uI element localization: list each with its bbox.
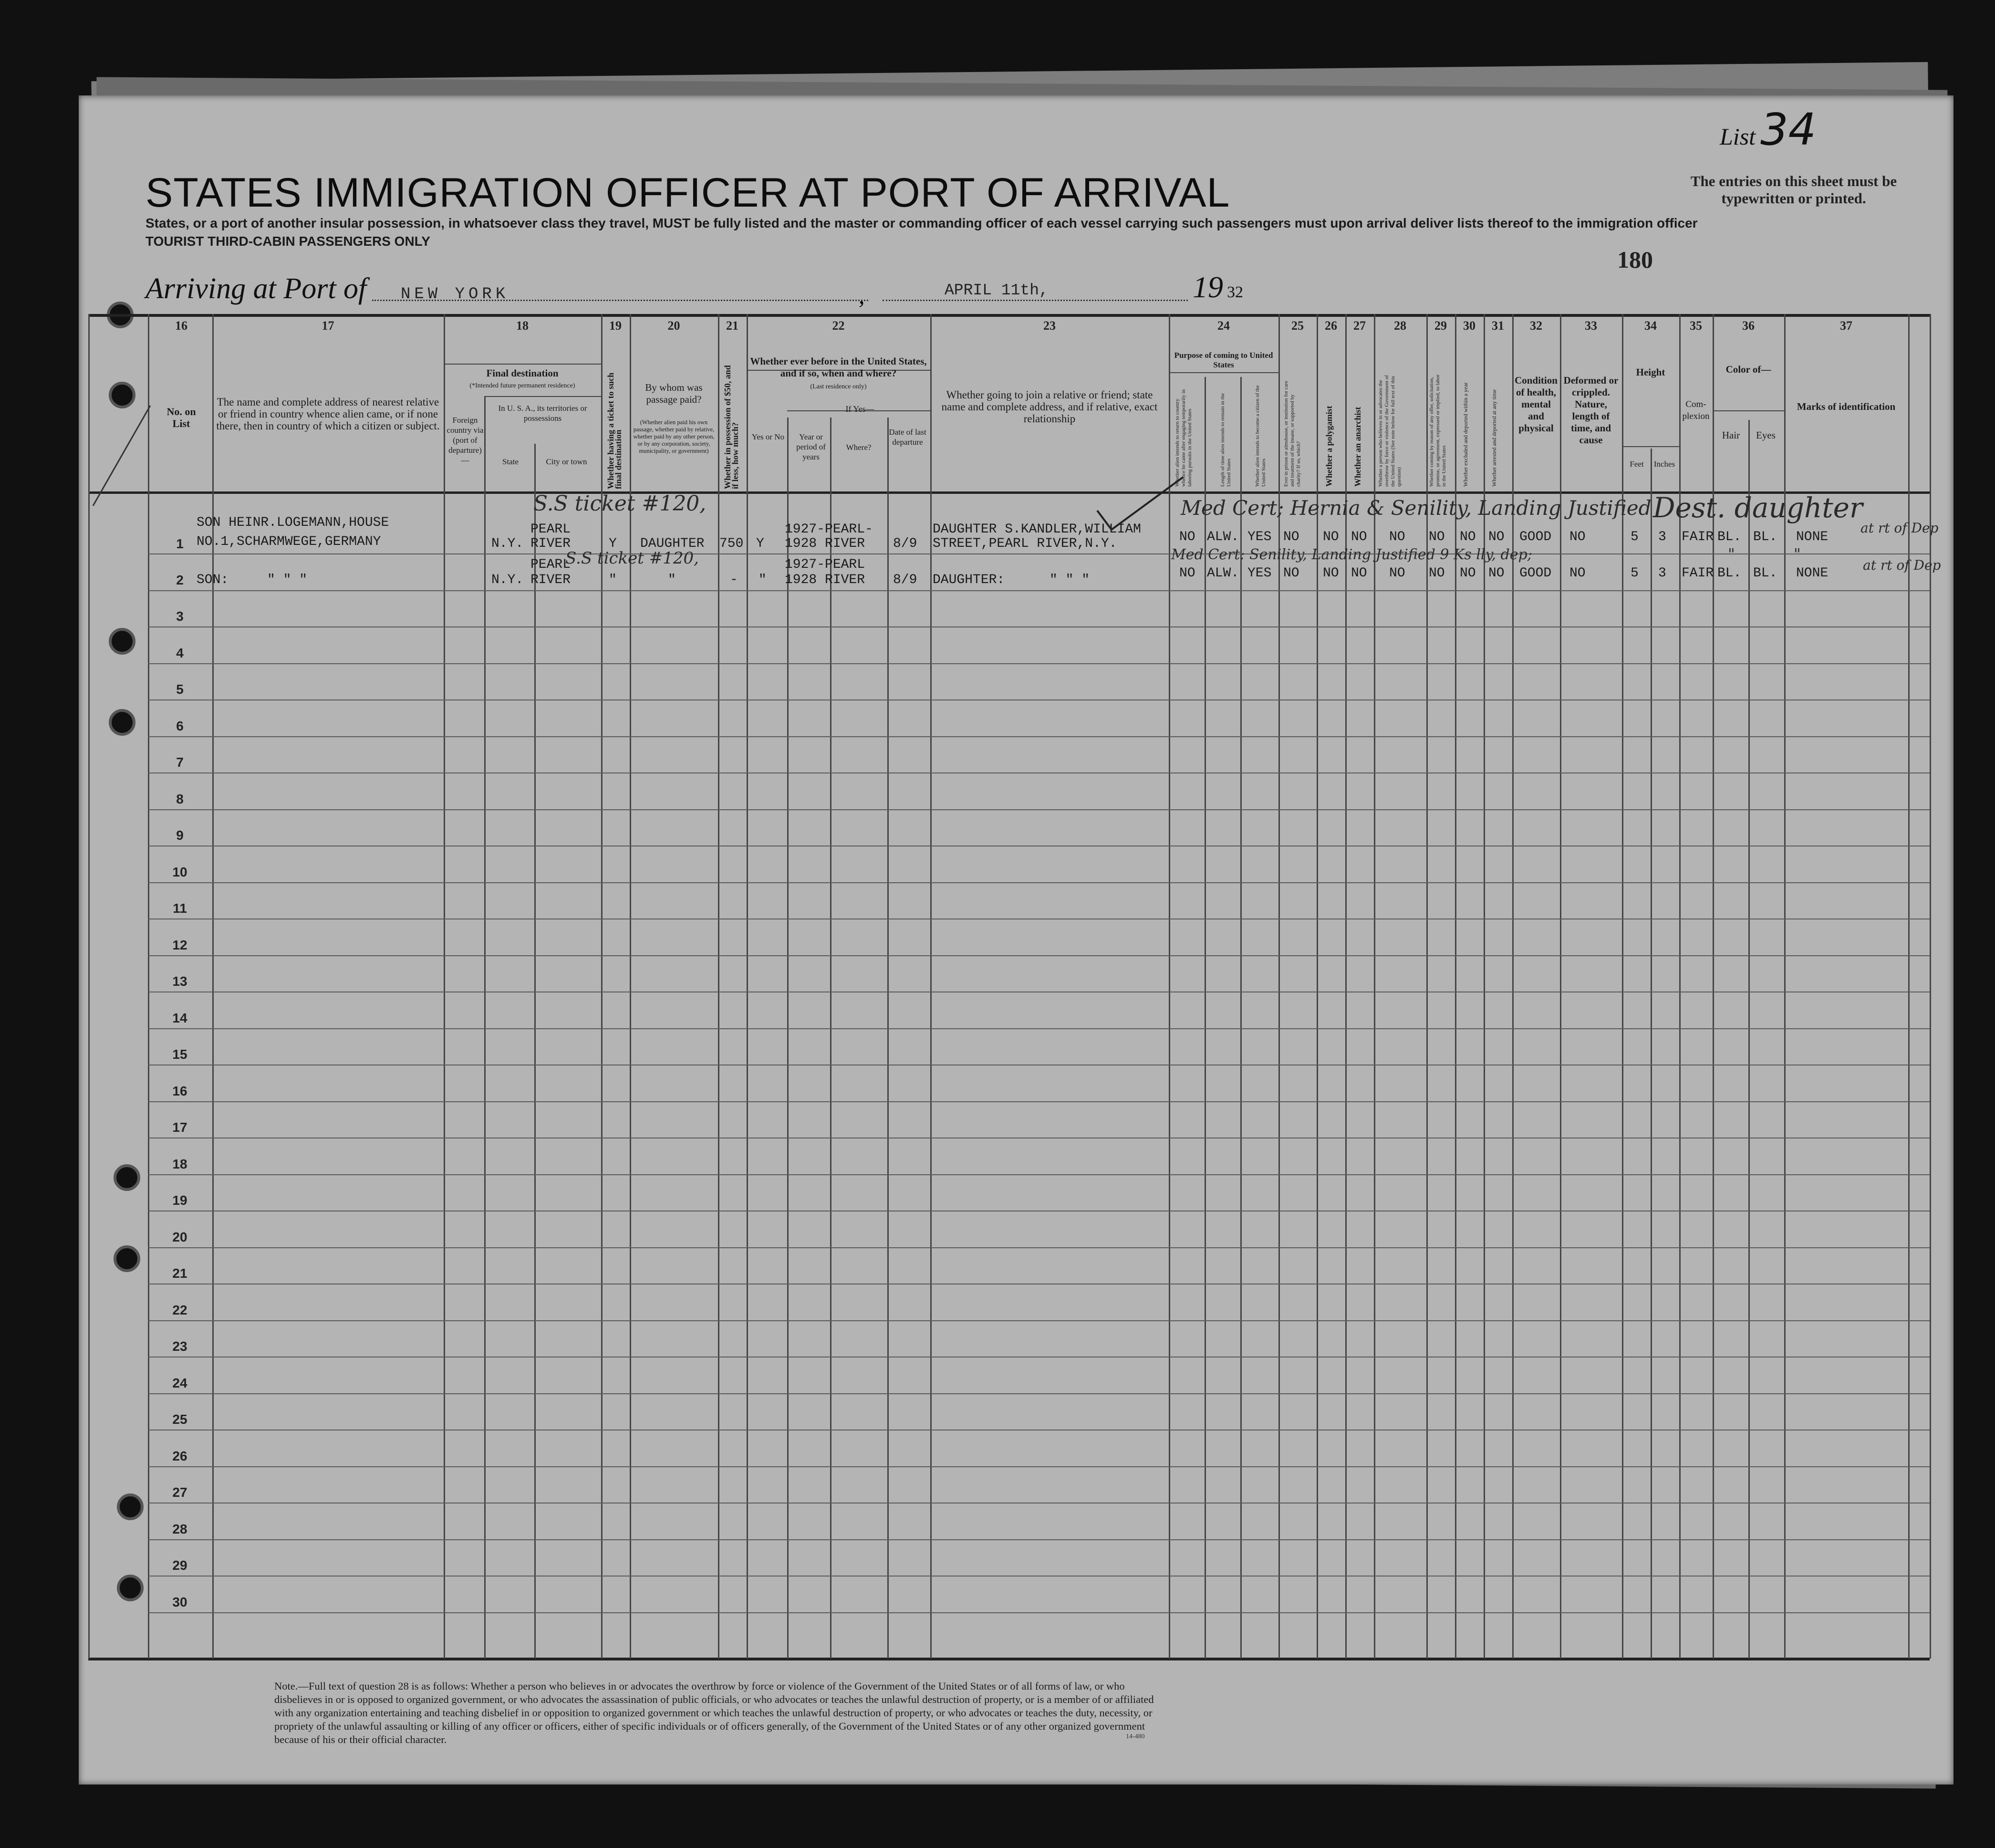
hdr-color-of: Color of— [1725, 364, 1771, 375]
column-rule [1205, 377, 1206, 491]
column-rule [830, 491, 831, 1659]
col-num-21: 21 [726, 319, 738, 333]
row-number: 28 [172, 1522, 187, 1536]
handwritten-ticket-1: S.S ticket #120, [533, 491, 707, 516]
row2-money: - [730, 573, 738, 587]
row-number: 13 [172, 974, 187, 989]
hdr-condition: Condition of health, mental and physical [1515, 375, 1558, 434]
col-num-19: 19 [609, 319, 622, 333]
col-num-24: 24 [1217, 319, 1230, 333]
column-rule [534, 444, 536, 491]
row-number: 3 [176, 609, 184, 624]
row-rule [148, 955, 1930, 956]
handwritten-eyes-ditto: " [1794, 545, 1801, 563]
punch-hole [109, 709, 135, 736]
hdr-31: Whether arrested and deported at any time [1491, 389, 1497, 487]
col-num-18: 18 [516, 319, 529, 333]
page-title: STATES IMMIGRATION OFFICER AT PORT OF ARRIVAL [145, 170, 1230, 216]
row-rule [148, 590, 1930, 591]
row2-relative-ditto: " " " [267, 573, 308, 587]
hdr-last-residence: (Last residence only) [810, 383, 867, 390]
row-rule [148, 1576, 1930, 1577]
row2-c28: NO [1389, 566, 1405, 581]
col-num-16: 16 [175, 319, 187, 333]
row1-yes-no: Y [756, 536, 764, 551]
row1-p1: NO [1179, 530, 1195, 544]
col-num-26: 26 [1325, 319, 1337, 333]
hdr-year-period: Year or period of years [796, 432, 826, 461]
col-num-35: 35 [1690, 319, 1702, 333]
hdr-hair: Hair [1722, 429, 1740, 441]
row2-c26: NO [1323, 566, 1339, 581]
row-number: 19 [172, 1193, 187, 1208]
row-number: 16 [172, 1084, 187, 1098]
col-num-30: 30 [1463, 319, 1475, 333]
row-number: 8 [176, 792, 184, 806]
instruction-line: States, or a port of another insular possession, in whatsoever class they travel, MUST be fully listed and the master or commanding officer of each vessel carrying such passengers must upon arrival deliver lists thereof to the immigration officer [145, 216, 1698, 230]
hdr-ever-before: Whether ever before in the United States, and if so, when and where? [750, 355, 927, 379]
row-number: 11 [173, 901, 187, 916]
row-rule [148, 663, 1930, 664]
handwritten-check-mark [1092, 472, 1188, 544]
hdr-height: Height [1636, 366, 1665, 378]
port-value: NEW YORK [401, 285, 509, 303]
row2-marks: NONE [1796, 566, 1829, 581]
row2-c31: NO [1488, 566, 1505, 581]
row-number: 18 [172, 1157, 187, 1171]
row2-p2: ALW. [1207, 566, 1239, 581]
hdr-possession-50: Whether in possession of $50, and if less, how much? [723, 365, 740, 489]
row2-hair: BL. [1717, 566, 1742, 581]
row1-relative: SON HEINR.LOGEMANN,HOUSE [197, 515, 389, 530]
col-num-29: 29 [1434, 319, 1447, 333]
col-num-23: 23 [1043, 319, 1056, 333]
header-rule [444, 364, 601, 365]
row1-c31: NO [1488, 530, 1505, 544]
row2-c27: NO [1351, 566, 1367, 581]
hdr-final-destination-sub: (*Intended future permanent residence) [469, 382, 575, 389]
col-num-28: 28 [1394, 319, 1406, 333]
row1-paid-by: DAUGHTER [640, 536, 705, 551]
row2-health: GOOD [1519, 566, 1552, 581]
row-number: 25 [172, 1412, 187, 1427]
hdr-passage-paid-sub: (Whether alien paid his own passage, whether paid by relative, whether paid by any other person, or by any corporation, society, municipality, or government) [633, 419, 715, 454]
row-number: 4 [176, 646, 184, 660]
header-rule [1713, 410, 1784, 411]
row-number: 6 [176, 719, 184, 733]
hdr-if-yes: If Yes— [845, 404, 874, 414]
row1-hair: BL. [1717, 530, 1742, 544]
row-number: 20 [172, 1230, 187, 1244]
row1-c28: NO [1389, 530, 1405, 544]
row1-money: 750 [719, 536, 744, 551]
column-rule [1240, 491, 1242, 1659]
row-rule [148, 809, 1930, 810]
col-num-22: 22 [832, 319, 845, 333]
col-num-31: 31 [1492, 319, 1504, 333]
hdr-purpose: Purpose of coming to United States [1174, 351, 1273, 369]
table-bottom-rule [88, 1658, 1930, 1660]
row1-city: PEARL [530, 522, 571, 537]
col-num-34: 34 [1644, 319, 1657, 333]
row2-relative: SON: [197, 573, 229, 587]
row2-complexion: FAIR [1682, 566, 1714, 581]
row1-health: GOOD [1519, 530, 1552, 544]
row-rule [148, 626, 1930, 627]
row-number: 2 [176, 573, 184, 587]
list-number: List 34 [1720, 104, 1817, 155]
column-rule [1908, 314, 1910, 1659]
hdr-marks: Marks of identification [1797, 401, 1896, 412]
column-rule [1240, 377, 1242, 491]
row-rule [148, 736, 1930, 737]
row2-years-2: 1928 RIVER [785, 573, 865, 587]
row2-c30: NO [1460, 566, 1476, 581]
column-rule [88, 314, 90, 1659]
hdr-passage-paid: By whom was passage paid? [645, 382, 703, 405]
row1-c29: NO [1429, 530, 1445, 544]
handwritten-medcert-1: Med Cert; Hernia & Senility, Landing Justified [1181, 496, 1652, 520]
col-num-32: 32 [1530, 319, 1542, 333]
handwritten-mark-2: at rt of Dep [1863, 557, 1941, 573]
row2-join: DAUGHTER: [933, 573, 1005, 587]
row-number: 30 [172, 1595, 187, 1609]
punch-hole [114, 1164, 140, 1191]
typewritten-note: The entries on this sheet must be typewritten or printed. [1690, 173, 1897, 207]
hdr-p3: Whether alien intends to become a citizen of the United States [1255, 385, 1267, 487]
row2-p1: NO [1179, 566, 1195, 581]
row1-c26: NO [1323, 530, 1339, 544]
row1-inches: 3 [1658, 530, 1666, 544]
sheet-number: 180 [1617, 246, 1653, 273]
row2-city: PEARL [530, 557, 571, 572]
col-num-27: 27 [1353, 319, 1366, 333]
column-rule [718, 314, 719, 1659]
margin-stroke [88, 401, 155, 511]
column-rule [534, 491, 536, 1659]
row1-p2: ALW. [1207, 530, 1239, 544]
handwritten-mark-1: at rt of Dep [1860, 520, 1939, 536]
table-top-rule [88, 314, 1930, 317]
row-rule [148, 1466, 1930, 1467]
row1-ticket: Y [609, 536, 617, 551]
row1-marks: NONE [1796, 530, 1829, 544]
column-rule [484, 491, 486, 1659]
row-rule [148, 1174, 1930, 1175]
row1-city-2: RIVER [530, 536, 571, 551]
column-rule [930, 314, 932, 1659]
hdr-30: Whether excluded and deported within a year [1462, 382, 1469, 487]
row2-ticket: " [609, 573, 617, 587]
handwritten-ticket-2: S.S ticket #120, [565, 549, 699, 568]
hdr-join-relative: Whether going to join a relative or friend; state name and complete address, and if relative, exact relationship [941, 389, 1158, 425]
col-num-37: 37 [1840, 319, 1852, 333]
row-number: 9 [176, 828, 184, 843]
row1-c30: NO [1460, 530, 1476, 544]
row1-last-departure: 8/9 [893, 536, 917, 551]
header-rule [1169, 372, 1278, 373]
col-num-20: 20 [667, 319, 680, 333]
row2-join-ditto: " " " [1049, 573, 1090, 587]
row1-p3: YES [1247, 530, 1272, 544]
row-number: 12 [172, 938, 187, 952]
column-rule [1205, 491, 1206, 1659]
row1-feet: 5 [1631, 530, 1639, 544]
header-rule [1622, 446, 1679, 447]
row-number: 21 [172, 1266, 187, 1281]
column-rule [787, 418, 789, 491]
row-rule [148, 1028, 1930, 1029]
hdr-foreign-country: Foreign country via (port of departure)— [447, 416, 484, 465]
manifest-sheet [79, 95, 1953, 1785]
hdr-complexion: Com- plexion [1682, 399, 1710, 421]
hdr-feet: Feet [1630, 459, 1644, 469]
row-rule [148, 1539, 1930, 1540]
hdr-in-usa: In U. S. A., its territories or possessions [498, 404, 587, 423]
column-rule [1651, 449, 1652, 491]
row1-complexion: FAIR [1682, 530, 1714, 544]
row1-eyes: BL. [1753, 530, 1777, 544]
hdr-date-last-departure: Date of last departure [889, 428, 926, 447]
row-number: 27 [172, 1485, 187, 1500]
row2-city-2: RIVER [530, 573, 571, 587]
column-rule [887, 491, 889, 1659]
row-number: 5 [176, 682, 184, 697]
row-number: 15 [172, 1047, 187, 1062]
hdr-no-on-list: No. on List [166, 406, 196, 429]
hdr-final-destination: Final destination [486, 367, 559, 379]
row1-years: 1927-PEARL- [785, 522, 873, 537]
row2-deformed: NO [1569, 566, 1586, 581]
column-rule [1748, 491, 1750, 1659]
hdr-26: Whether a polygamist [1324, 406, 1334, 487]
row-rule [148, 1393, 1930, 1394]
date-value: APRIL 11th, [945, 282, 1049, 299]
form-code: 14-480 [1126, 1733, 1145, 1740]
row-number: 10 [172, 865, 187, 879]
column-rule [787, 491, 789, 1659]
hdr-where: Where? [846, 443, 872, 452]
hdr-25: Ever in prison or almshouse, or institution for care and treatment of the insane, or supported by charity? If so, which? [1283, 380, 1301, 487]
row-number: 24 [172, 1376, 187, 1390]
hdr-yes-no: Yes or No [751, 432, 785, 441]
row-number: 14 [172, 1011, 187, 1025]
punch-hole [109, 628, 135, 655]
hdr-27: Whether an anarchist [1353, 407, 1362, 487]
row2-last-departure: 8/9 [893, 573, 917, 587]
hdr-deformed: Deformed or crippled. Nature, length of time, and cause [1563, 375, 1619, 446]
row1-c27: NO [1351, 530, 1367, 544]
row2-p3: YES [1247, 566, 1272, 581]
row-number: 17 [172, 1120, 187, 1135]
row1-join: DAUGHTER S.KANDLER,WILLIAM [933, 522, 1141, 537]
row-number: 26 [172, 1449, 187, 1463]
row1-c25: NO [1283, 530, 1299, 544]
row-rule [148, 1101, 1930, 1102]
punch-hole [114, 1245, 140, 1272]
hdr-eyes: Eyes [1756, 429, 1776, 441]
column-rule [747, 314, 748, 1659]
hdr-28: Whether a person who believes in or advocates the overthrow by force or violence of the Government of the United States (See note below for full text of this question) [1378, 375, 1402, 487]
handwritten-destination: Dest. daughter [1653, 491, 1863, 524]
hdr-state: State [502, 457, 519, 466]
class-line: TOURIST THIRD-CABIN PASSENGERS ONLY [145, 234, 430, 249]
row-rule [148, 882, 1930, 883]
punch-hole [117, 1575, 144, 1601]
row2-c29: NO [1429, 566, 1445, 581]
row1-years-2: 1928 RIVER [785, 536, 865, 551]
row1-deformed: NO [1569, 530, 1586, 544]
column-rule [484, 396, 486, 491]
row2-years: 1927-PEARL [785, 557, 865, 572]
row2-c25: NO [1283, 566, 1299, 581]
row-number: 29 [172, 1558, 187, 1573]
col-num-36: 36 [1742, 319, 1755, 333]
hdr-ticket: Whether having a ticket to such final destination [606, 372, 623, 489]
arriving-label: Arriving at Port of [145, 272, 367, 305]
footnote: Note.—Full text of question 28 is as follows: Whether a person who believes in or advocates the overthrow by force or violence of the Government of the United States or of all forms of law, or who disbelieves in or is opposed to organized government, or who advocates the assassination of public officials, or who advocates or teaches the unlawful destruction of property, or is a member of or affiliated with any organization entertaining and teaching disbelief in or opposition to organized government or which teaches the unlawful destruction of property, or who advocates or teaches the duty, necessity, or propriety of the unlawful assaulting or killing of any officer or officers, either of specific individuals or of officers generally, of the Government of the United States or of any other organized government because of his or their official character. [274, 1680, 1154, 1745]
hdr-29: Whether coming by reason of any offer, solicitation, promise, or agreement, expressed or implied, to labor in the United States [1429, 374, 1447, 487]
column-rule [1930, 314, 1931, 1659]
hdr-nearest-relative: The name and complete address of nearest relative or friend in country whence alien came, or if none there, then in country of which a citizen or subject. [216, 396, 440, 432]
hdr-p1: Whether alien intends to return to country whence he came after engaging temporarily in laboring pursuits in the United States [1174, 389, 1193, 487]
handwritten-medcert-2: Med Cert: Senility, Landing Justified 9 Ks lly, dep; [1171, 546, 1532, 563]
row2-paid-by: " [668, 573, 676, 587]
column-rule [1651, 491, 1652, 1659]
year-value: 19 32 [1193, 270, 1243, 304]
row2-eyes: BL. [1753, 566, 1777, 581]
hdr-p2: Length of time alien intends to remain in the United States [1220, 393, 1232, 487]
col-num-25: 25 [1291, 319, 1304, 333]
row2-inches: 3 [1658, 566, 1666, 581]
header-rule [484, 396, 601, 397]
row-number: 22 [172, 1303, 187, 1317]
row2-feet: 5 [1631, 566, 1639, 581]
hdr-city: City or town [546, 457, 587, 466]
row-rule [148, 553, 1930, 554]
row-number: 1 [176, 536, 184, 551]
handwritten-hair-ditto: " [1728, 545, 1735, 563]
column-rule [444, 314, 445, 1659]
col-num-17: 17 [322, 319, 334, 333]
col-num-33: 33 [1585, 319, 1597, 333]
row1-join-2: STREET,PEARL RIVER,N.Y. [933, 536, 1117, 551]
row-number: 7 [176, 755, 184, 770]
row-rule [148, 1247, 1930, 1248]
row-rule [148, 1612, 1930, 1613]
row2-yes-no: " [759, 573, 767, 587]
punch-hole [117, 1493, 144, 1520]
date-line [883, 300, 1188, 301]
row-rule [148, 1320, 1930, 1321]
row-number: 23 [172, 1339, 187, 1354]
hdr-inches: Inches [1653, 459, 1675, 469]
row1-relative-2: NO.1,SCHARMWEGE,GERMANY [197, 534, 381, 549]
row2-state: N.Y. [491, 573, 524, 587]
row1-state: N.Y. [491, 536, 524, 551]
